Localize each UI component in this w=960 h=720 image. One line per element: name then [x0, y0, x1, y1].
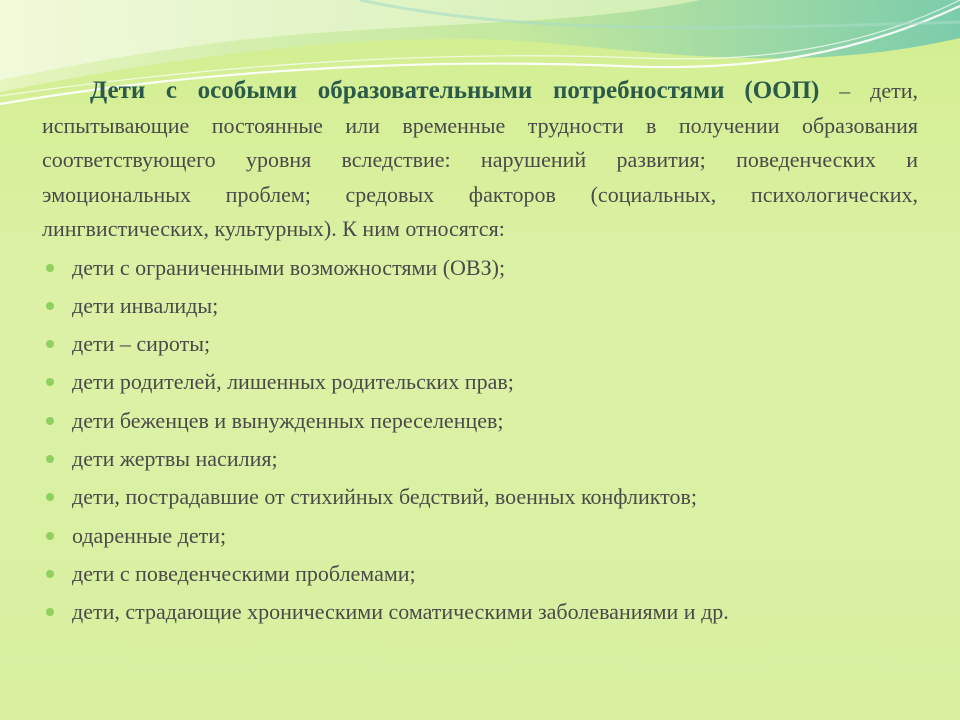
intro-paragraph [42, 74, 918, 247]
list-item-text: дети с поведенческими проблемами; [72, 560, 416, 586]
slide-content [42, 74, 918, 633]
bullet-list [42, 251, 918, 630]
bullet-icon [46, 608, 54, 616]
term-abbreviation: (ООП) [744, 77, 820, 104]
list-item [42, 480, 918, 515]
list-item [42, 404, 918, 439]
list-item-text: дети инвалиды; [72, 292, 219, 318]
list-item-text: дети жертвы насилия; [72, 445, 278, 471]
list-item-text: дети – сироты; [72, 331, 211, 357]
definition-text: – дети, испытывающие постоянные или временные трудности в получении образования соответствующего уровня вследствие: нарушений развития; поведенческих и эмоциональных проблем; средовых факторов (социальных, психологических, лингвистических, культурных). К ним относятся: [42, 78, 918, 241]
bullet-icon [46, 532, 54, 540]
bullet-icon [46, 378, 54, 386]
bullet-icon [46, 570, 54, 578]
list-item [42, 595, 918, 630]
list-item-text: дети беженцев и вынужденных переселенцев; [72, 407, 504, 433]
list-item-text: дети, пострадавшие от стихийных бедствий, военных конфликтов; [72, 484, 697, 510]
list-item [42, 327, 918, 362]
list-item [42, 251, 918, 286]
bullet-icon [46, 302, 54, 310]
bullet-icon [46, 493, 54, 501]
list-item [42, 365, 918, 400]
list-item [42, 442, 918, 477]
list-item-text: дети с ограниченными возможностями (ОВЗ); [72, 254, 506, 280]
bullet-icon [46, 417, 54, 425]
term-heading: Дети с особыми образовательными потребностями [90, 77, 725, 104]
bullet-icon [46, 455, 54, 463]
list-item [42, 289, 918, 324]
list-item [42, 557, 918, 592]
bullet-icon [46, 340, 54, 348]
list-item-text: дети, страдающие хроническими соматическими заболеваниями и др. [72, 599, 729, 625]
list-item-text: одаренные дети; [72, 522, 227, 548]
list-item-text: дети родителей, лишенных родительских прав; [72, 369, 514, 395]
bullet-icon [46, 264, 54, 272]
list-item [42, 519, 918, 554]
